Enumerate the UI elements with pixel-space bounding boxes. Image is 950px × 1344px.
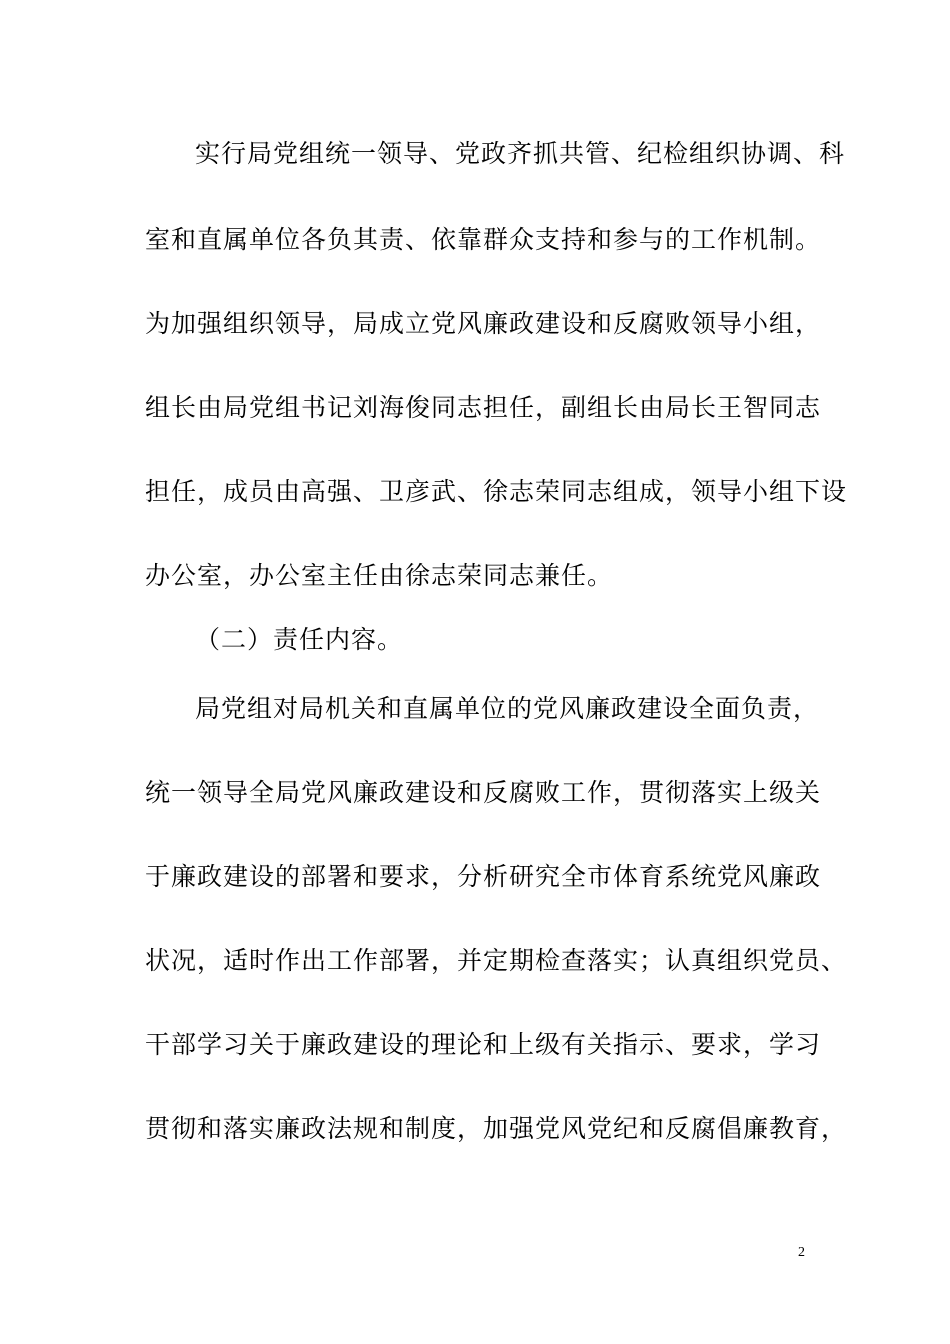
text-line-12: 干部学习关于廉政建设的理论和上级有关指示、要求，学习 (145, 1030, 822, 1059)
page-number: 2 (798, 1245, 805, 1260)
section-heading: （二）责任内容。 (195, 625, 404, 654)
text-line-11: 状况，适时作出工作部署，并定期检查落实；认真组织党员、 (145, 946, 848, 975)
text-line-4: 组长由局党组书记刘海俊同志担任，副组长由局长王智同志 (145, 393, 822, 422)
text-line-6: 办公室，办公室主任由徐志荣同志兼任。 (145, 561, 614, 590)
text-line-1: 实行局党组统一领导、党政齐抓共管、纪检组织协调、科 (195, 139, 846, 168)
text-line-5: 担任，成员由高强、卫彦武、徐志荣同志组成，领导小组下设 (145, 477, 848, 506)
text-line-8: 局党组对局机关和直属单位的党风廉政建设全面负责， (195, 694, 820, 723)
text-line-13: 贯彻和落实廉政法规和制度，加强党风党纪和反腐倡廉教育， (145, 1114, 848, 1143)
text-line-3: 为加强组织领导，局成立党风廉政建设和反腐败领导小组， (145, 309, 822, 338)
text-line-10: 于廉政建设的部署和要求，分析研究全市体育系统党风廉政 (145, 862, 822, 891)
text-line-9: 统一领导全局党风廉政建设和反腐败工作，贯彻落实上级关 (145, 778, 822, 807)
text-line-2: 室和直属单位各负其责、依靠群众支持和参与的工作机制。 (145, 225, 822, 254)
